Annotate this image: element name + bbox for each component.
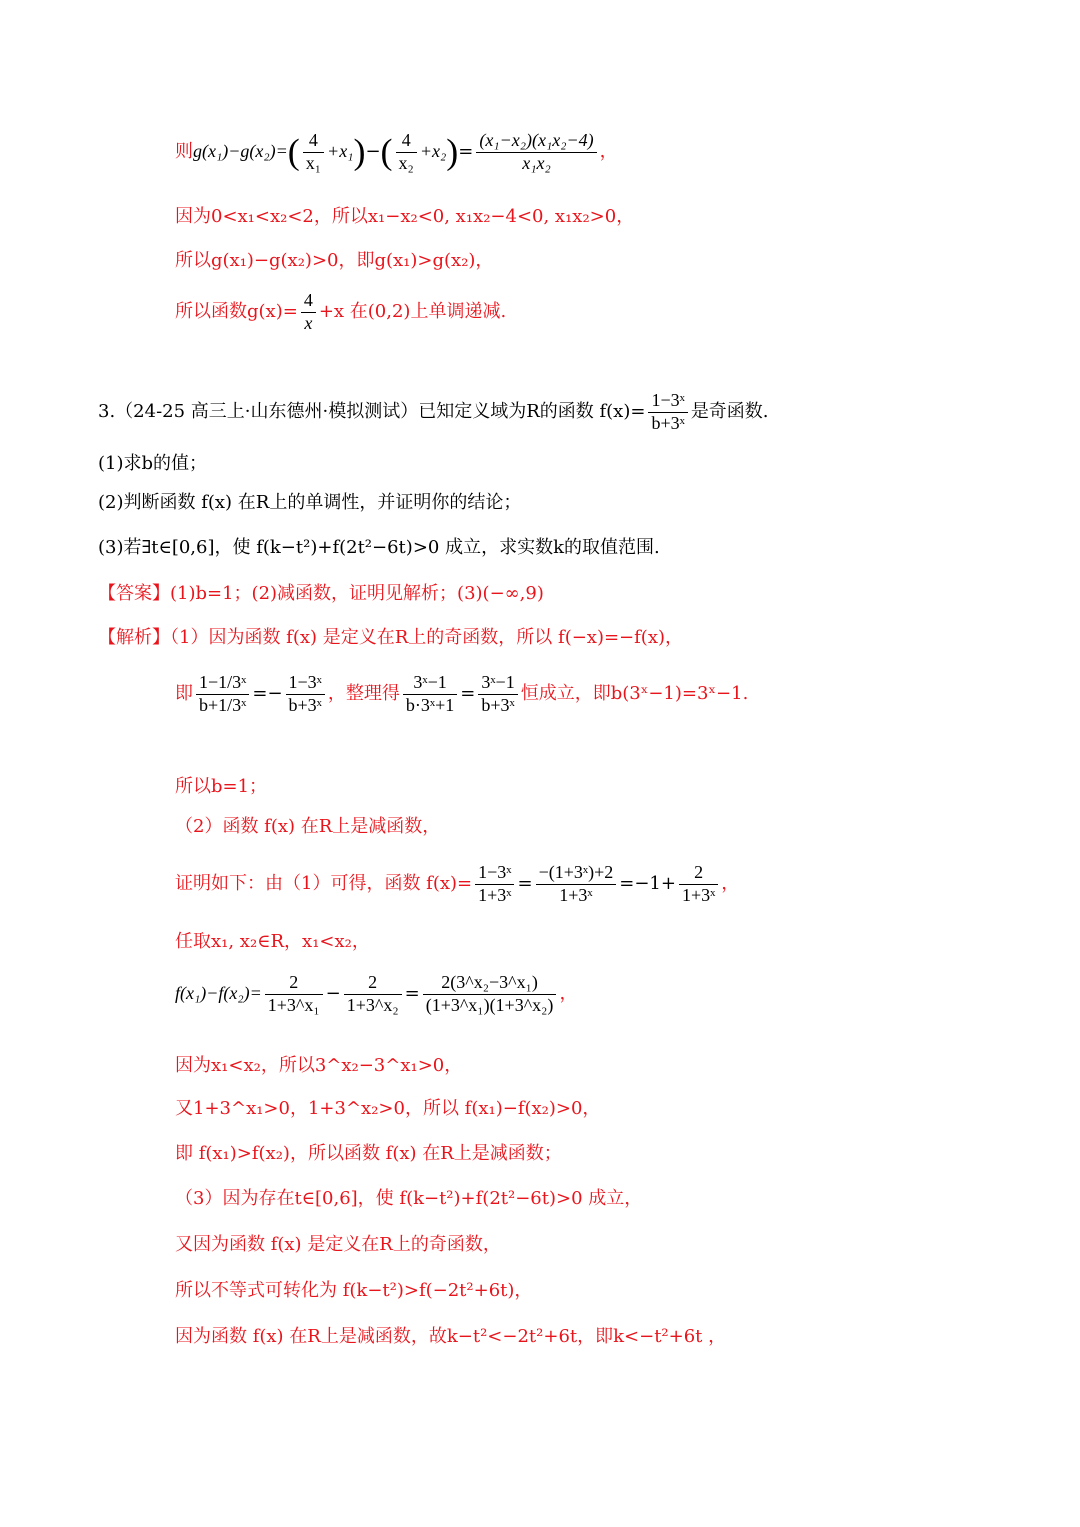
question-2: (2)判断函数 f(x) 在R上的单调性，并证明你的结论；	[98, 492, 522, 513]
fraction: $\frac{2}{\text{1+3ˣ}}$	[679, 862, 718, 906]
analysis-line-5: 证明如下：由（1）可得，函数 f(x)= $\frac{\text{1−3ˣ}}{\text{1+3ˣ}}$ = $\frac{\text{−(1+3ˣ)+2}}{\text{1+3ˣ}}$ =−1+ $\frac{2}{\text{1+3ˣ}}$ ，	[175, 862, 740, 905]
solution-line-1: 则g(x₁)−g(x₂)=( $\frac{4}{\text{x₁}}$ +x₁)−( $\frac{4}{\text{x₂}}$ +x₂)= $\frac{\text{(x₁−x₂)(x₁x₂−4)}}{\text{x₁x₂}}$ ，	[175, 130, 618, 173]
analysis-line-6: 任取x₁, x₂∈R，x₁<x₂，	[175, 931, 370, 952]
solution-line-4: 所以函数g(x)= $\frac{4}{x}$ +x 在(0,2)上单调递减.	[175, 290, 507, 333]
analysis-line-3: 所以b=1；	[175, 776, 268, 797]
fraction: $\frac{\text{1−1/3ˣ}}{\text{b+1/3ˣ}}$	[196, 672, 249, 716]
fraction: $\frac{\text{1−3ˣ}}{\text{b+3ˣ}}$	[648, 390, 687, 434]
analysis-line-2: 即 $\frac{\text{1−1/3ˣ}}{\text{b+1/3ˣ}}$ =− $\frac{\text{1−3ˣ}}{\text{b+3ˣ}}$ ，整理得 $\frac{\text{3ˣ−1}}{\text{b·3ˣ+1}}$ = $\frac{\text{3ˣ−1}}{\text{b+3ˣ}}$ 恒成立，即b(3ˣ−1)=3ˣ−1.	[175, 672, 749, 715]
analysis-line-10: 即 f(x₁)>f(x₂)，所以函数 f(x) 在R上是减函数；	[175, 1143, 562, 1164]
fraction: $\frac{4}{\text{x₂}}$	[396, 130, 417, 174]
fraction: $\frac{\text{3ˣ−1}}{\text{b·3ˣ+1}}$	[403, 672, 457, 716]
fraction: $\frac{\text{3ˣ−1}}{\text{b+3ˣ}}$	[478, 672, 517, 716]
analysis-line-11: （3）因为存在t∈[0,6]，使 f(k−t²)+f(2t²−6t)>0 成立，	[175, 1188, 643, 1209]
solution-line-3: 所以g(x₁)−g(x₂)>0，即g(x₁)>g(x₂)，	[175, 250, 494, 271]
fraction: $\frac{2}{\text{1+3\textasciicircum{}x₁}}$	[265, 972, 323, 1016]
analysis-line-13: 所以不等式可转化为 f(k−t²)>f(−2t²+6t)，	[175, 1280, 533, 1301]
analysis-line-14: 因为函数 f(x) 在R上是减函数，故k−t²<−2t²+6t，即k<−t²+6t ，	[175, 1326, 727, 1347]
question-3: (3)若∃t∈[0,6]，使 f(k−t²)+f(2t²−6t)>0 成立，求实数k的取值范围.	[98, 537, 660, 558]
fraction: $\frac{\text{1−3ˣ}}{\text{1+3ˣ}}$	[475, 862, 514, 906]
fraction: $\frac{\text{(x₁−x₂)(x₁x₂−4)}}{\text{x₁x₂}}$	[476, 130, 596, 174]
analysis-line-9: 又1+3^x₁>0，1+3^x₂>0，所以 f(x₁)−f(x₂)>0，	[175, 1098, 601, 1119]
fraction: $\frac{\text{1−3ˣ}}{\text{b+3ˣ}}$	[286, 672, 325, 716]
fraction: $\frac{\text{2(3\textasciicircum{}x₂−3\textasciicircum{}x₁)}}{\text{(1+3\textasciicircum{}x₁)(1+3\textasciicircum{}x₂)}}$	[423, 972, 557, 1016]
fraction: $\frac{\text{−(1+3ˣ)+2}}{\text{1+3ˣ}}$	[536, 862, 617, 906]
analysis-line-12: 又因为函数 f(x) 是定义在R上的奇函数，	[175, 1234, 501, 1255]
analysis-line-1: 【解析】（1）因为函数 f(x) 是定义在R上的奇函数，所以 f(−x)=−f(x)，	[98, 627, 683, 648]
solution-line-2: 因为0<x₁<x₂<2，所以x₁−x₂<0, x₁x₂−4<0, x₁x₂>0，	[175, 206, 635, 227]
analysis-line-8: 因为x₁<x₂，所以3^x₂−3^x₁>0，	[175, 1055, 463, 1076]
question-1: (1)求b的值；	[98, 453, 208, 474]
fraction: $\frac{2}{\text{1+3\textasciicircum{}x₂}}$	[344, 972, 402, 1016]
analysis-label: 【解析】	[98, 627, 170, 648]
problem-header: 3.（24-25 高三上·山东德州·模拟测试）已知定义域为R的函数 f(x)= $\frac{\text{1−3ˣ}}{\text{b+3ˣ}}$ 是奇函数.	[98, 390, 769, 433]
analysis-line-4: （2）函数 f(x) 在R上是减函数，	[175, 816, 441, 837]
fraction: $\frac{4}{\text{x₁}}$	[303, 130, 324, 174]
fraction: $\frac{4}{x}$	[301, 290, 316, 334]
answer-line: 【答案】(1)b=1；(2)减函数，证明见解析；(3)(−∞,9)	[98, 583, 544, 604]
analysis-line-7: f(x₁)−f(x₂)= $\frac{2}{\text{1+3\textasciicircum{}x₁}}$ − $\frac{2}{\text{1+3\textasciicircum{}x₂}}$ = $\frac{\text{2(3\textasciicircum{}x₂−3\textasciicircum{}x₁)}}{\text{(1+3\textasciicircum{}x₁)(1+3\textasciicircum{}x₂)}}$ ，	[175, 972, 578, 1015]
answer-label: 【答案】	[98, 583, 170, 604]
